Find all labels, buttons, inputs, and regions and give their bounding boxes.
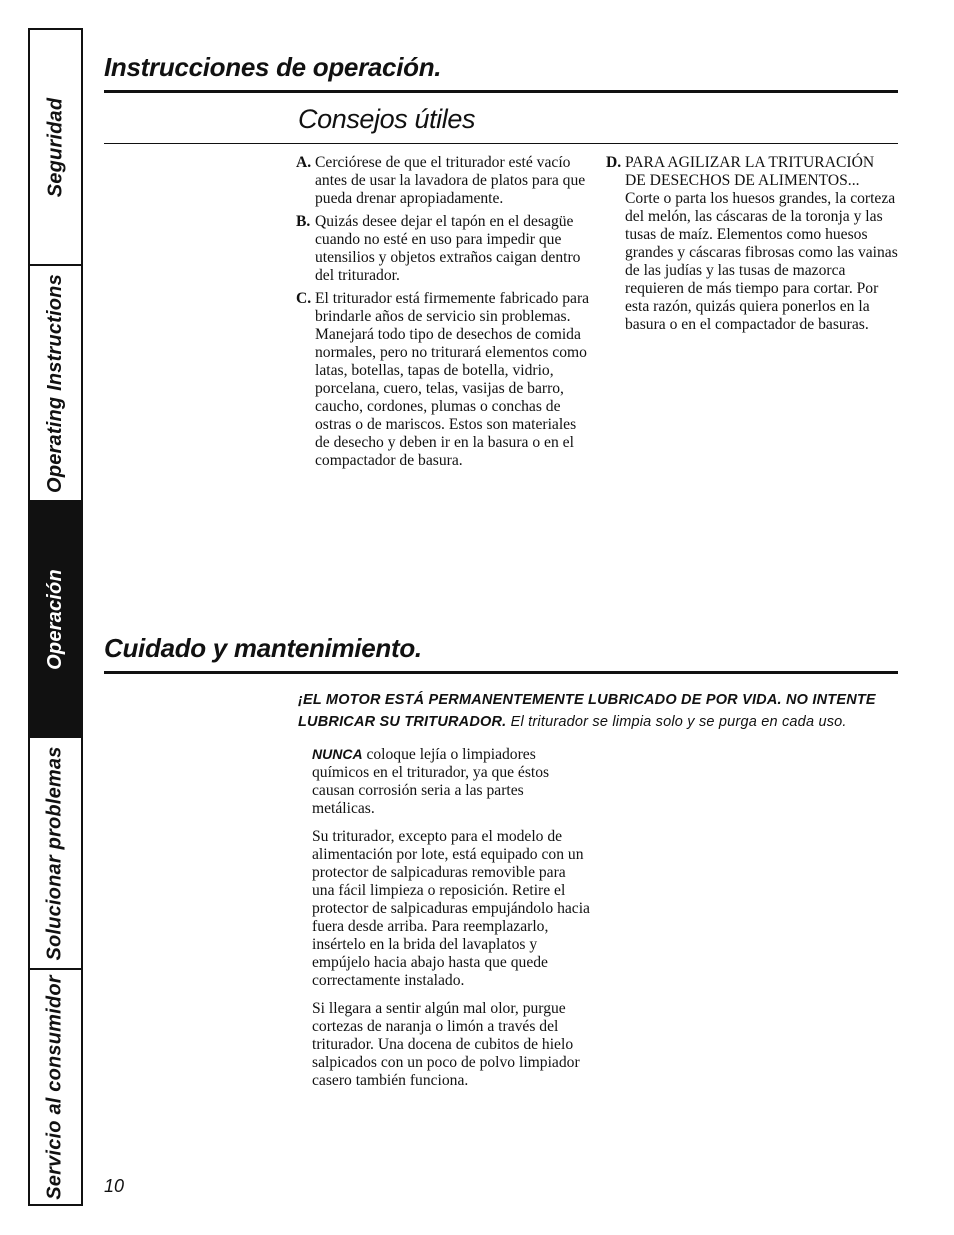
tip-item xyxy=(296,154,590,208)
warning-text: El triturador se limpia solo y se purga en cada uso. xyxy=(506,714,847,730)
section-title-instrucciones: Instrucciones de operación. xyxy=(104,52,442,82)
care-paragraph xyxy=(312,745,590,818)
side-tab-strip xyxy=(28,28,83,1206)
side-tab-operacion[interactable] xyxy=(30,502,81,738)
side-tab-operating-instructions[interactable] xyxy=(30,266,81,502)
side-tab-label: Operating Instructions xyxy=(44,273,66,493)
tip-letter: D. xyxy=(606,154,622,171)
side-tab-servicio-al-consumidor[interactable] xyxy=(30,970,81,1204)
care-instructions xyxy=(312,745,590,1100)
nunca-label: NUNCA xyxy=(312,746,363,762)
tips-right-column xyxy=(606,154,898,339)
title-rule xyxy=(104,671,898,674)
care-paragraph: Su triturador, excepto para el modelo de alimentación por lote, está equipado con un protector de salpicaduras removible para una fácil limpieza o reposición. Retire el protector de salpicaduras empujándolo hacia fuera desde arriba. Para reemplazarlo, insértelo en la brida del lavaplatos y empújelo hacia abajo hasta que quede correctamente instalado. xyxy=(312,828,590,989)
tip-text: PARA AGILIZAR LA TRITURACIÓN DE DESECHOS DE ALIMENTOS... Corte o parta los huesos grandes, la corteza del melón, las cáscaras de la toronja y las tusas de maíz. Elementos como huesos grandes y cáscaras fibrosas como las vainas de las judías y las tusas de mazorca requieren de más tiempo para cortar. Por esta razón, quizás quiera ponerlos en la basura o en el compactador de basuras. xyxy=(625,154,898,333)
tip-letter: A. xyxy=(296,154,312,171)
tip-letter: C. xyxy=(296,290,312,307)
tip-text: El triturador está firmemente fabricado para brindarle años de servicio sin problemas. Manejará todo tipo de desechos de comida normales, pero no triturará elementos como latas, botellas, tapas de botella, vidrio, porcelana, cuero, telas, vasijas de barro, caucho, cordones, plumas o conchas de ostras o de mariscos. Estos son materiales de desecho y deben ir en la basura o en el compactador de basura. xyxy=(315,290,590,469)
subtitle-rule xyxy=(104,143,898,144)
section-title-cuidado: Cuidado y mantenimiento. xyxy=(104,633,422,663)
title-rule xyxy=(104,90,898,93)
care-paragraph: Si llegara a sentir algún mal olor, purgue cortezas de naranja o limón a través del triturador. Una docena de cubitos de hielo salpicados con un poco de polvo limpiador casero también funciona. xyxy=(312,1000,580,1089)
lubrication-warning xyxy=(298,689,878,733)
page-number: 10 xyxy=(104,1176,125,1196)
side-tab-label: Solucionar problemas xyxy=(44,745,66,961)
tip-text: Quizás desee dejar el tapón en el desagüe cuando no esté en uso para impedir que utensilios y objetos extraños caigan dentro del triturador. xyxy=(315,213,581,284)
tip-letter: B. xyxy=(296,213,311,230)
subtitle-consejos: Consejos útiles xyxy=(298,104,476,134)
warning-bold-text: ¡EL MOTOR ESTÁ PERMANENTEMENTE LUBRICADO DE POR VIDA. NO INTENTE LUBRICAR SU TRITURADOR. xyxy=(298,692,876,730)
tip-text: Cerciórese de que el triturador esté vacío antes de usar la lavadora de platos para que pueda drenar apropiadamente. xyxy=(315,154,586,207)
tips-left-column xyxy=(296,154,590,475)
nunca-text: coloque lejía o limpiadores químicos en el triturador, ya que éstos causan corrosión seria a las partes metálicas. xyxy=(312,746,550,817)
side-tab-solucionar-problemas[interactable] xyxy=(30,738,81,970)
side-tab-label: Servicio al consumidor xyxy=(44,974,66,1200)
tip-item xyxy=(296,290,590,470)
side-tab-label: Operación xyxy=(44,568,66,670)
side-tab-label: Seguridad xyxy=(44,97,66,197)
tip-item xyxy=(296,213,590,285)
tip-item xyxy=(606,154,898,334)
side-tab-seguridad[interactable] xyxy=(30,30,81,266)
